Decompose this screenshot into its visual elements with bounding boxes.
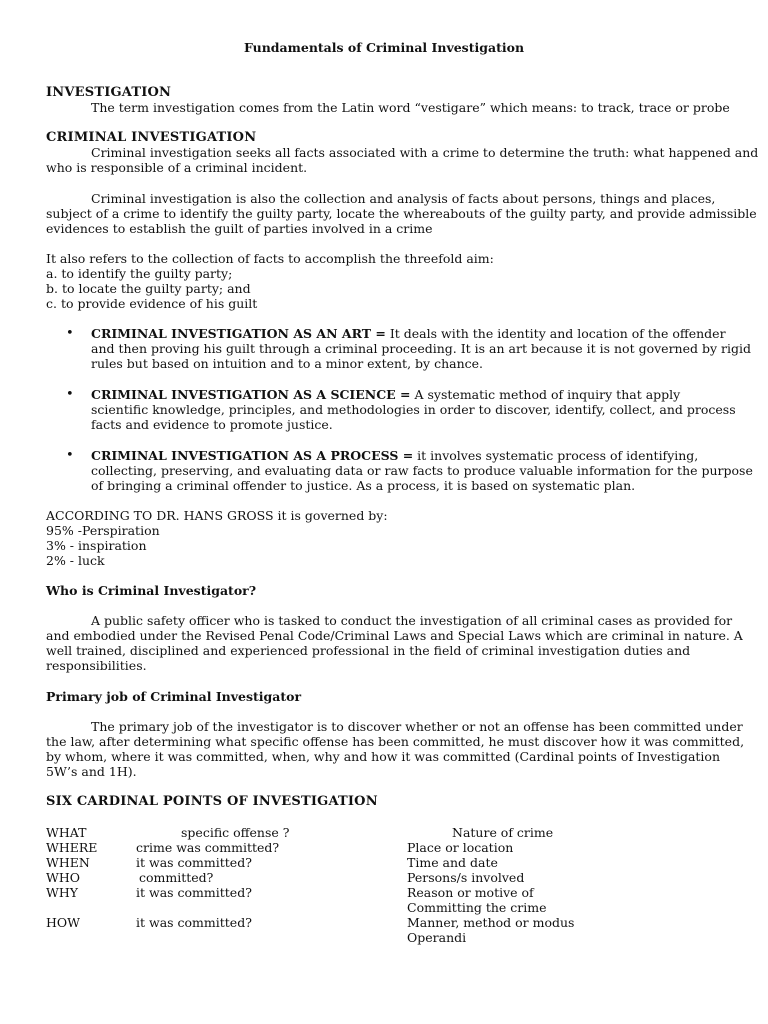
- cardinal-w: WHEN: [46, 855, 90, 870]
- cardinal-question: it was committed?: [136, 855, 252, 870]
- bullet-icon: •: [66, 326, 74, 341]
- cardinal-answer: Time and date: [407, 855, 498, 870]
- paragraph-line: who is responsible of a criminal incident.: [46, 160, 308, 175]
- paragraph-line: evidences to establish the guilt of parties involved in a crime: [46, 221, 433, 236]
- bullet-label: CRIMINAL INVESTIGATION AS A PROCESS =: [91, 448, 414, 463]
- investigation-definition: The term investigation comes from the Latin word “vestigare” which means: to track, trace or probe: [91, 100, 730, 115]
- paragraph-line: Criminal investigation seeks all facts associated with a crime to determine the truth: what happened and: [91, 145, 759, 160]
- bullet-icon: •: [66, 448, 74, 463]
- section-heading-investigation: INVESTIGATION: [46, 85, 172, 100]
- paragraph-line: Criminal investigation is also the collection and analysis of facts about persons, things and places,: [91, 191, 716, 206]
- cardinal-w: WHAT: [46, 825, 87, 840]
- paragraph-line: subject of a crime to identify the guilty party, locate the whereabouts of the guilty party, and provide admissible: [46, 206, 757, 221]
- aim-item: a. to identify the guilty party;: [46, 266, 233, 281]
- cardinal-answer: Committing the crime: [407, 900, 547, 915]
- cardinal-question: it was committed?: [136, 885, 252, 900]
- cardinal-answer: Reason or motive of: [407, 885, 534, 900]
- paragraph-line: A public safety officer who is tasked to conduct the investigation of all criminal cases as provided for: [91, 613, 733, 628]
- bullet-text: facts and evidence to promote justice.: [91, 417, 333, 432]
- cardinal-answer: Nature of crime: [452, 825, 554, 840]
- bullet-item-science: [91, 387, 680, 402]
- bullet-text: rules but based on intuition and to a minor extent, by chance.: [91, 356, 483, 371]
- bullet-text: it involves systematic process of identifying,: [413, 448, 699, 463]
- document-title: Fundamentals of Criminal Investigation: [243, 40, 525, 55]
- aim-item: c. to provide evidence of his guilt: [46, 296, 258, 311]
- gross-item: 3% - inspiration: [46, 538, 147, 553]
- cardinal-answer: Place or location: [407, 840, 514, 855]
- bullet-text: of bringing a criminal offender to justice. As a process, it is based on systematic plan.: [91, 478, 636, 493]
- bullet-text: A systematic method of inquiry that apply: [410, 387, 681, 402]
- gross-item: 95% -Perspiration: [46, 523, 160, 538]
- paragraph-line: and embodied under the Revised Penal Code/Criminal Laws and Special Laws which are criminal in nature. A: [46, 628, 743, 643]
- cardinal-answer: Operandi: [407, 930, 467, 945]
- bullet-label: CRIMINAL INVESTIGATION AS A SCIENCE =: [91, 387, 411, 402]
- bullet-item-art: [91, 326, 726, 341]
- bullet-text: collecting, preserving, and evaluating data or raw facts to produce valuable information for the purpose: [91, 463, 753, 478]
- bullet-text: scientific knowledge, principles, and methodologies in order to discover, identify, collect, and process: [91, 402, 736, 417]
- cardinal-question: it was committed?: [136, 915, 252, 930]
- paragraph-line: responsibilities.: [46, 658, 147, 673]
- bullet-text: and then proving his guilt through a criminal proceeding. It is an art because it is not governed by rigid: [91, 341, 751, 356]
- cardinal-question: crime was committed?: [136, 840, 280, 855]
- aim-intro: It also refers to the collection of facts to accomplish the threefold aim:: [46, 251, 494, 266]
- paragraph-line: the law, after determining what specific offense has been committed, he must discover how it was committed,: [46, 734, 745, 749]
- bullet-label: CRIMINAL INVESTIGATION AS AN ART =: [91, 326, 386, 341]
- paragraph-line: 5W’s and 1H).: [46, 764, 137, 779]
- section-heading-criminal-investigation: CRIMINAL INVESTIGATION: [46, 130, 257, 145]
- cardinal-w: HOW: [46, 915, 80, 930]
- bullet-icon: •: [66, 387, 74, 402]
- section-heading-who: Who is Criminal Investigator?: [46, 583, 257, 598]
- paragraph-line: by whom, where it was committed, when, why and how it was committed (Cardinal points of Investigation: [46, 749, 720, 764]
- paragraph-line: The primary job of the investigator is to discover whether or not an offense has been committed under: [91, 719, 743, 734]
- gross-item: 2% - luck: [46, 553, 105, 568]
- bullet-item-process: [91, 448, 698, 463]
- section-heading-primary-job: Primary job of Criminal Investigator: [46, 689, 302, 704]
- gross-intro: ACCORDING TO DR. HANS GROSS it is governed by:: [46, 508, 388, 523]
- cardinal-answer: Manner, method or modus: [407, 915, 575, 930]
- cardinal-question: committed?: [139, 870, 214, 885]
- cardinal-answer: Persons/s involved: [407, 870, 525, 885]
- aim-item: b. to locate the guilty party; and: [46, 281, 251, 296]
- section-heading-six-cardinal-points: SIX CARDINAL POINTS OF INVESTIGATION: [46, 794, 378, 809]
- cardinal-question: specific offense ?: [181, 825, 290, 840]
- cardinal-w: WHO: [46, 870, 80, 885]
- cardinal-w: WHY: [46, 885, 79, 900]
- bullet-text: It deals with the identity and location of the offender: [385, 326, 726, 341]
- paragraph-line: well trained, disciplined and experienced professional in the field of criminal investigation duties and: [46, 643, 691, 658]
- cardinal-w: WHERE: [46, 840, 98, 855]
